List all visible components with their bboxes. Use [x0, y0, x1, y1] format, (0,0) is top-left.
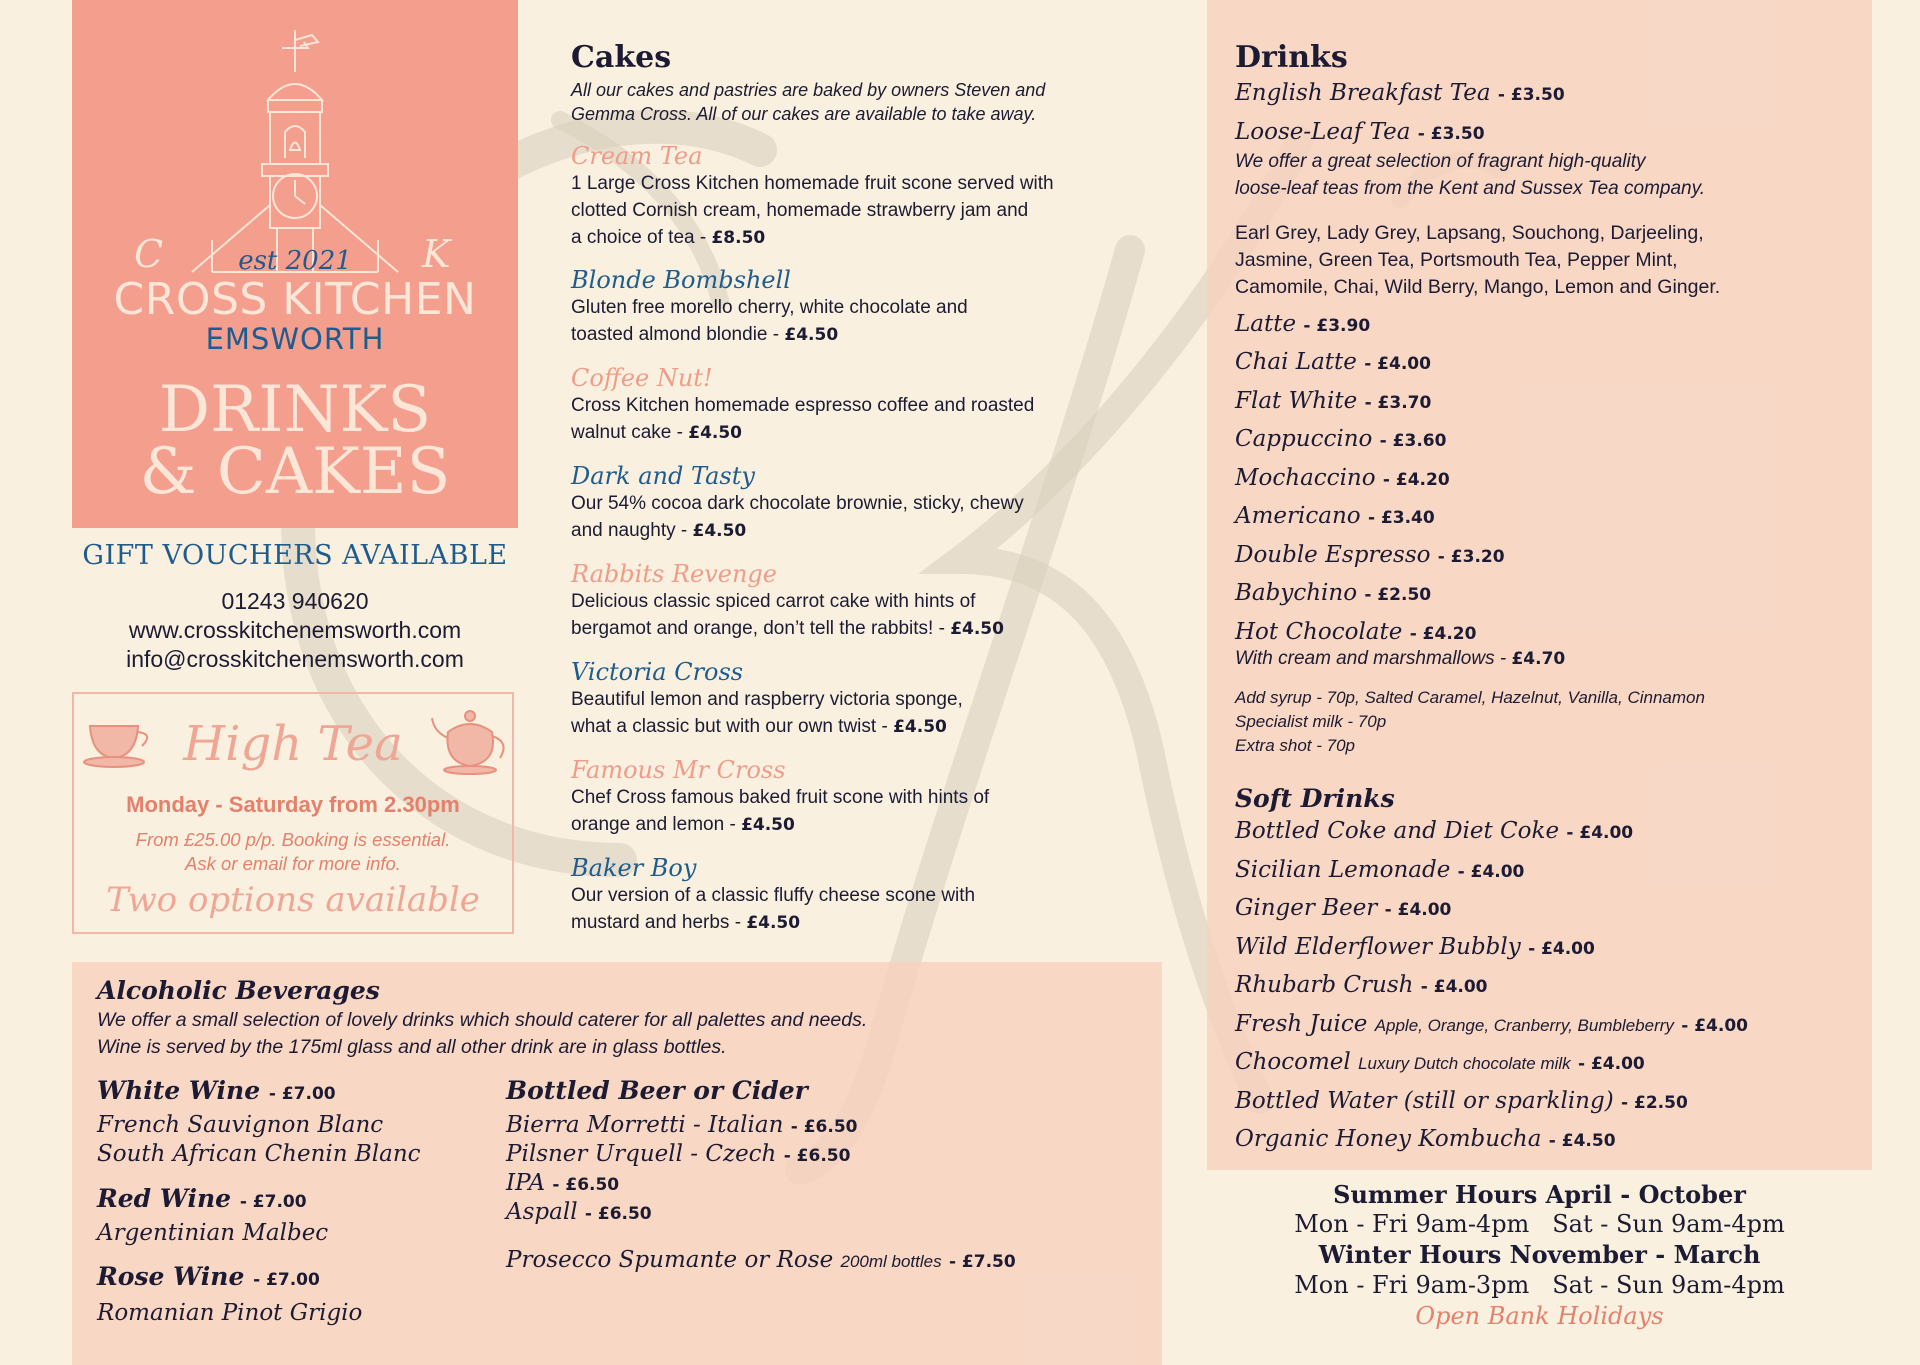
- drink-price: £3.50: [1510, 85, 1565, 105]
- cake-description-text: mustard and herbs -: [571, 912, 747, 933]
- soft-drink-detail: Apple, Orange, Cranberry, Bumbleberry: [1374, 1016, 1674, 1035]
- phone-number[interactable]: 01243 940620: [221, 588, 369, 614]
- high-tea-note-2: Ask or email for more info.: [185, 853, 401, 874]
- addons-syrup: Add syrup - 70p, Salted Caramel, Hazelnut, Vanilla, Cinnamon: [1235, 688, 1705, 707]
- beer-item: IPA - £6.50: [506, 1170, 620, 1196]
- soft-drink-detail: Luxury Dutch chocolate milk: [1358, 1054, 1571, 1073]
- tea-list-1: Earl Grey, Lady Grey, Lapsang, Souchong, Darjeeling,: [1235, 222, 1704, 244]
- cakes-intro-2: Gemma Cross. All of our cakes are available to take away.: [571, 104, 1037, 124]
- drink-item: Mochaccino - £4.20: [1235, 465, 1450, 491]
- cake-description-text: Our 54% cocoa dark chocolate brownie, sticky, chewy: [571, 493, 1024, 514]
- prosecco-name: Prosecco Spumante or Rose: [506, 1247, 834, 1273]
- prosecco-detail: 200ml bottles: [840, 1252, 942, 1271]
- alcohol-intro-1: We offer a small selection of lovely drinks which should caterer for all palettes and needs.: [97, 1009, 868, 1031]
- drink-price: £3.20: [1450, 547, 1505, 567]
- cake-name: Cream Tea: [571, 142, 703, 170]
- est-year: est 2021: [238, 246, 352, 276]
- alcohol-intro-2: Wine is served by the 175ml glass and all other drink are in glass bottles.: [97, 1036, 727, 1058]
- beer-heading: Bottled Beer or Cider: [506, 1076, 808, 1105]
- cake-description-line: [571, 294, 1171, 321]
- drink-name: Americano: [1235, 503, 1361, 529]
- soft-drink-name: Bottled Water (still or sparkling): [1235, 1088, 1614, 1114]
- red-wine-label: Red Wine: [97, 1184, 232, 1213]
- white-wine-heading: White Wine - £7.00: [97, 1076, 336, 1105]
- brand-panel: [72, 0, 518, 528]
- cake-item: [571, 756, 1171, 839]
- soft-drink-price: £4.00: [1590, 1054, 1645, 1074]
- soft-drink-name: Wild Elderflower Bubbly: [1235, 934, 1521, 960]
- drink-item: Hot Chocolate - £4.20: [1235, 619, 1477, 645]
- cake-description-line: [571, 713, 1171, 741]
- drink-name: Flat White: [1235, 388, 1358, 414]
- cake-description-line: [571, 517, 1171, 545]
- soft-drink-price: £4.00: [1470, 862, 1525, 882]
- cake-price: £4.50: [746, 913, 801, 933]
- soft-drink-item: Chocomel Luxury Dutch chocolate milk - £4.00: [1235, 1049, 1645, 1075]
- soft-drink-item: Bottled Water (still or sparkling) - £2.50: [1235, 1088, 1688, 1114]
- cake-name: Dark and Tasty: [571, 462, 755, 490]
- cake-name: Baker Boy: [571, 854, 697, 882]
- drink-name: Mochaccino: [1235, 465, 1376, 491]
- drink-item: Babychino - £2.50: [1235, 580, 1432, 606]
- hot-choc-extra-price: £4.70: [1511, 649, 1566, 669]
- soft-drink-name: Bottled Coke and Diet Coke: [1235, 818, 1560, 844]
- cake-description-text: and naughty -: [571, 520, 693, 541]
- cake-description-text: Chef Cross famous baked fruit scone with hints of: [571, 787, 990, 808]
- drinks-heading: Drinks: [1235, 40, 1348, 75]
- beer-name: Bierra Morretti - Italian: [506, 1112, 784, 1138]
- soft-drink-price: £4.50: [1561, 1131, 1616, 1151]
- drink-price: £4.20: [1422, 624, 1477, 644]
- drink-price: £3.40: [1380, 508, 1435, 528]
- cake-description-text: bergamot and orange, don’t tell the rabbits! -: [571, 618, 951, 639]
- drink-name: Cappuccino: [1235, 426, 1373, 452]
- soft-drink-name: Sicilian Lemonade: [1235, 857, 1451, 883]
- cake-description-line: [571, 882, 1171, 909]
- cake-price: £4.50: [692, 521, 747, 541]
- beer-name: Pilsner Urquell - Czech: [506, 1141, 777, 1167]
- beer-item: Pilsner Urquell - Czech - £6.50: [506, 1141, 851, 1167]
- loose-leaf-desc-1: We offer a great selection of fragrant high-quality: [1235, 151, 1646, 172]
- soft-drink-item: Wild Elderflower Bubbly - £4.00: [1235, 934, 1595, 960]
- beer-name: Aspall: [506, 1199, 578, 1225]
- cake-item: [571, 658, 1171, 741]
- summer-hours-times: Mon - Fri 9am-4pm Sat - Sun 9am-4pm: [1294, 1210, 1785, 1238]
- cake-name: Famous Mr Cross: [571, 756, 786, 784]
- red-wine-price: £7.00: [252, 1192, 307, 1212]
- title-drinks: DRINKS: [158, 373, 432, 447]
- cake-description-text: what a classic but with our own twist -: [571, 716, 894, 737]
- drink-name: Babychino: [1235, 580, 1358, 606]
- prosecco-price: £7.50: [961, 1252, 1016, 1272]
- addons-milk: Specialist milk - 70p: [1235, 712, 1387, 731]
- cake-description-line: [571, 170, 1171, 197]
- drink-english-breakfast: English Breakfast Tea - £3.50: [1235, 80, 1565, 106]
- winter-hours-title: Winter Hours November - March: [1318, 1240, 1761, 1269]
- cake-item: [571, 266, 1171, 349]
- high-tea-title: High Tea: [183, 716, 403, 772]
- drink-name: Double Espresso: [1235, 542, 1431, 568]
- rose-wine-price: £7.00: [266, 1270, 320, 1290]
- brand-location: EMSWORTH: [205, 322, 385, 356]
- cake-description-line: [571, 224, 1171, 252]
- prosecco-line: Prosecco Spumante or Rose 200ml bottles - £7.50: [506, 1247, 1016, 1273]
- hot-choc-extra: [1235, 645, 1565, 673]
- beer-price: £6.50: [796, 1146, 851, 1166]
- cake-description-text: Our version of a classic fluffy cheese scone with: [571, 885, 976, 906]
- soft-drink-item: Organic Honey Kombucha - £4.50: [1235, 1126, 1616, 1152]
- cake-price: £4.50: [784, 325, 839, 345]
- cake-description-text: 1 Large Cross Kitchen homemade fruit scone served with: [571, 173, 1054, 194]
- bank-holidays: Open Bank Holidays: [1415, 1302, 1664, 1330]
- white-wine-label: White Wine: [97, 1076, 261, 1105]
- cake-price: £4.50: [893, 717, 947, 737]
- cake-name: Coffee Nut!: [571, 364, 713, 392]
- white-wine-item-1: French Sauvignon Blanc: [97, 1112, 384, 1138]
- white-wine-item-2: South African Chenin Blanc: [97, 1141, 421, 1167]
- cake-item: [571, 560, 1171, 643]
- beer-item: Bierra Morretti - Italian - £6.50: [506, 1112, 858, 1138]
- hot-choc-extra-label: With cream and marshmallows -: [1235, 648, 1512, 669]
- soft-drink-name: Organic Honey Kombucha: [1235, 1126, 1542, 1152]
- beer-price: £6.50: [565, 1175, 620, 1195]
- red-wine-heading: Red Wine - £7.00: [97, 1184, 307, 1213]
- cake-price: £4.50: [950, 619, 1004, 639]
- drink-name: Loose-Leaf Tea: [1235, 119, 1411, 145]
- cake-description-text: Delicious classic spiced carrot cake with hints of: [571, 591, 976, 612]
- gift-vouchers-heading: GIFT VOUCHERS AVAILABLE: [82, 540, 508, 571]
- addons-shot: Extra shot - 70p: [1235, 736, 1356, 755]
- cake-description-line: [571, 686, 1171, 713]
- drink-name: Hot Chocolate: [1235, 619, 1403, 645]
- high-tea-note-1: From £25.00 p/p. Booking is essential.: [135, 829, 451, 850]
- cake-description-text: walnut cake -: [571, 422, 689, 443]
- monogram-right: K: [422, 232, 451, 276]
- cake-description-line: [571, 419, 1171, 447]
- summer-hours-title: Summer Hours April - October: [1333, 1180, 1746, 1209]
- cake-name: Victoria Cross: [571, 658, 744, 686]
- loose-leaf-desc-2: loose-leaf teas from the Kent and Sussex Tea company.: [1235, 178, 1705, 199]
- cake-description-line: [571, 615, 1171, 643]
- white-wine-price: £7.00: [281, 1084, 336, 1104]
- drink-price: £3.90: [1316, 316, 1371, 336]
- cake-description-line: [571, 490, 1171, 517]
- tea-list-2: Jasmine, Green Tea, Portsmouth Tea, Pepper Mint,: [1235, 249, 1678, 271]
- website-link[interactable]: www.crosskitchenemsworth.com: [128, 617, 462, 643]
- beer-item: Aspall - £6.50: [506, 1199, 652, 1225]
- cakes-intro-1: All our cakes and pastries are baked by owners Steven and: [571, 80, 1046, 100]
- cake-description-line: [571, 321, 1171, 349]
- cake-name: Blonde Bombshell: [571, 266, 791, 294]
- rose-wine-item-1: Romanian Pinot Grigio: [97, 1300, 363, 1326]
- soft-drink-item: Fresh Juice Apple, Orange, Cranberry, Bumbleberry - £4.00: [1235, 1011, 1748, 1037]
- cake-price: £8.50: [711, 228, 766, 248]
- cake-description-text: Beautiful lemon and raspberry victoria sponge,: [571, 689, 963, 710]
- soft-drink-item: Rhubarb Crush - £4.00: [1235, 972, 1488, 998]
- soft-drink-price: £4.00: [1694, 1016, 1748, 1036]
- beer-price: £6.50: [597, 1204, 652, 1224]
- soft-drink-price: £4.00: [1579, 823, 1634, 843]
- high-tea-days: Monday - Saturday from 2.30pm: [126, 792, 460, 817]
- drink-item: Chai Latte - £4.00: [1235, 349, 1431, 375]
- soft-drink-item: Bottled Coke and Diet Coke - £4.00: [1235, 818, 1634, 844]
- soft-drink-name: Rhubarb Crush: [1235, 972, 1414, 998]
- cake-item: [571, 854, 1171, 937]
- winter-hours-times: Mon - Fri 9am-3pm Sat - Sun 9am-4pm: [1294, 1271, 1785, 1299]
- red-wine-item-1: Argentinian Malbec: [97, 1220, 329, 1246]
- soft-drink-price: £4.00: [1541, 939, 1595, 959]
- cake-description-line: [571, 909, 1171, 937]
- soft-drink-name: Ginger Beer: [1235, 895, 1378, 921]
- drink-name: Chai Latte: [1235, 349, 1357, 375]
- cake-description-text: clotted Cornish cream, homemade strawberry jam and: [571, 200, 1029, 221]
- cake-description-line: [571, 588, 1171, 615]
- high-tea-box: [72, 692, 514, 934]
- alcohol-heading: Alcoholic Beverages: [97, 976, 380, 1005]
- drink-price: £2.50: [1377, 585, 1432, 605]
- soft-drink-item: Sicilian Lemonade - £4.00: [1235, 857, 1525, 883]
- drink-item: Double Espresso - £3.20: [1235, 542, 1505, 568]
- soft-drink-item: Ginger Beer - £4.00: [1235, 895, 1452, 921]
- monogram-left: C: [134, 232, 164, 276]
- drink-item: Americano - £3.40: [1235, 503, 1435, 529]
- cake-description-text: Gluten free morello cherry, white chocolate and: [571, 297, 968, 318]
- cake-description-line: [571, 197, 1171, 224]
- drink-item: Latte - £3.90: [1235, 311, 1371, 337]
- cake-description-text: a choice of tea -: [571, 227, 712, 248]
- cake-name: Rabbits Revenge: [571, 560, 777, 588]
- beer-price: £6.50: [803, 1117, 858, 1137]
- beer-name: IPA: [506, 1170, 546, 1196]
- cake-description-text: Cross Kitchen homemade espresso coffee and roasted: [571, 395, 1035, 416]
- soft-drinks-heading: Soft Drinks: [1235, 784, 1395, 813]
- cake-description-line: [571, 392, 1171, 419]
- drink-item: Cappuccino - £3.60: [1235, 426, 1447, 452]
- drink-price: £4.20: [1395, 470, 1450, 490]
- tea-list-3: Camomile, Chai, Wild Berry, Mango, Lemon and Ginger.: [1235, 276, 1721, 298]
- drink-name: English Breakfast Tea: [1235, 80, 1491, 106]
- cake-item: [571, 462, 1171, 545]
- drink-item: Flat White - £3.70: [1235, 388, 1432, 414]
- cake-description-line: [571, 811, 1171, 839]
- drink-price: £3.50: [1430, 124, 1485, 144]
- soft-drink-name: Chocomel: [1235, 1049, 1351, 1075]
- cake-description-line: [571, 784, 1171, 811]
- rose-wine-label: Rose Wine: [97, 1262, 245, 1291]
- soft-drink-name: Fresh Juice: [1235, 1011, 1368, 1037]
- brand-name: CROSS KITCHEN: [113, 274, 477, 325]
- soft-drink-price: £4.00: [1397, 900, 1452, 920]
- cake-description-text: orange and lemon -: [571, 814, 742, 835]
- cake-item: [571, 142, 1171, 252]
- rose-wine-heading: Rose Wine - £7.00: [97, 1262, 320, 1291]
- email-link[interactable]: info@crosskitchenemsworth.com: [126, 646, 464, 672]
- cake-price: £4.50: [741, 815, 795, 835]
- drink-price: £3.60: [1392, 431, 1447, 451]
- cake-item: [571, 364, 1171, 447]
- high-tea-options: Two options available: [106, 880, 480, 920]
- cake-price: £4.50: [688, 423, 743, 443]
- drink-price: £3.70: [1377, 393, 1432, 413]
- drink-price: £4.00: [1377, 354, 1431, 374]
- cakes-heading: Cakes: [571, 40, 672, 75]
- cake-description-text: toasted almond blondie -: [571, 324, 785, 345]
- drink-loose-leaf: Loose-Leaf Tea - £3.50: [1235, 119, 1485, 145]
- soft-drink-price: £2.50: [1634, 1093, 1688, 1113]
- title-cakes: & CAKES: [139, 435, 451, 509]
- drink-name: Latte: [1235, 311, 1297, 337]
- soft-drink-price: £4.00: [1433, 977, 1488, 997]
